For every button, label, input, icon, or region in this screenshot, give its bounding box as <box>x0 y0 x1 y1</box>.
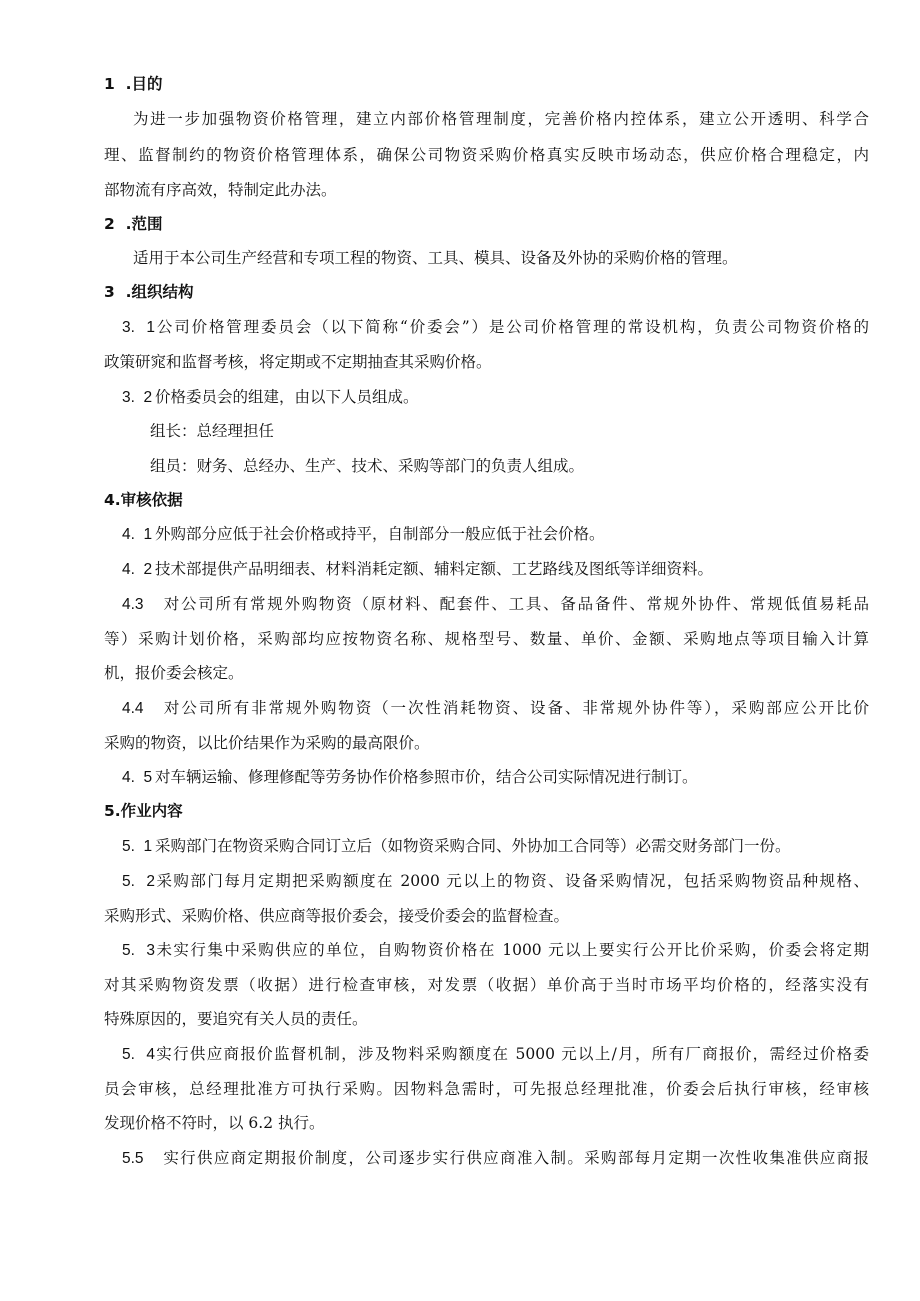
clause-text: 采购部门在物资采购合同订立后（如物资采购合同、外协加工合同等）必需交财务部门一份。 <box>155 837 791 855</box>
paragraph-line: 发现价格不符时，以 6.2 执行。 <box>104 1114 325 1132</box>
clause-number: 4.4 <box>122 700 144 717</box>
clause-text: 公司价格管理委员会（以下简称“价委会”）是公司价格管理的常设机构，负责公司物资价格的 <box>155 318 869 336</box>
clause-number: 4.3 <box>122 596 144 613</box>
paragraph-line: 等）采购计划价格，采购部均应按物资名称、规格型号、数量、单价、金额、采购地点等项目输入计算 <box>104 630 869 648</box>
clause-number: 5. 1 <box>122 838 153 855</box>
clause-text: 对公司所有非常规外购物资（一次性消耗物资、设备、非常规外协件等），采购部应公开比价 <box>162 699 869 717</box>
clause-4-3 <box>122 594 869 615</box>
clause-number: 5. 3 <box>122 942 155 959</box>
clause-text: 外购部分应低于社会价格或持平，自制部分一般应低于社会价格。 <box>155 525 605 543</box>
paragraph-line: 为进一步加强物资价格管理，建立内部价格管理制度，完善价格内控体系，建立公开透明、科学合 <box>133 110 869 128</box>
clause-text: 实行供应商报价监督机制，涉及物料采购额度在 5000 元以上/月，所有厂商报价，需经过价格委 <box>155 1045 869 1063</box>
clause-number: 4. 1 <box>122 526 153 543</box>
paragraph-line: 采购形式、采购价格、供应商等报价委会，接受价委会的监督检查。 <box>104 907 570 925</box>
clause-5-4 <box>122 1044 869 1065</box>
clause-4-5 <box>122 767 698 788</box>
paragraph-line: 员会审核，总经理批准方可执行采购。因物料急需时，可先报总经理批准，价委会后执行审核，经审核 <box>104 1080 869 1098</box>
clause-text: 对车辆运输、修理修配等劳务协作价格参照市价，结合公司实际情况进行制订。 <box>155 768 698 786</box>
paragraph-line: 适用于本公司生产经营和专项工程的物资、工具、模具、设备及外协的采购价格的管理。 <box>133 249 738 267</box>
clause-number: 5. 4 <box>122 1046 155 1063</box>
clause-text: 技术部提供产品明细表、材料消耗定额、辅料定额、工艺路线及图纸等详细资料。 <box>155 560 714 578</box>
clause-5-5 <box>122 1148 869 1169</box>
section-heading-scope: 2 .范围 <box>104 215 163 233</box>
section-heading-review-basis: 4.审核依据 <box>104 491 183 509</box>
clause-3-2 <box>122 387 419 408</box>
group-leader-line: 组长：总经理担任 <box>150 422 275 440</box>
clause-4-4 <box>122 698 869 719</box>
clause-number: 4. 5 <box>122 769 153 786</box>
clause-5-1 <box>122 836 791 857</box>
clause-text: 未实行集中采购供应的单位，自购物资价格在 1000 元以上要实行公开比价采购，价委会将定期 <box>155 941 869 959</box>
clause-number: 5.5 <box>122 1150 144 1167</box>
clause-number: 5. 2 <box>122 873 155 890</box>
clause-number: 3. 2 <box>122 389 153 406</box>
paragraph-line: 对其采购物资发票（收据）进行检查审核，对发票（收据）单价高于当时市场平均价格的，经落实没有 <box>104 976 869 994</box>
clause-4-1 <box>122 524 605 545</box>
clause-number: 3. 1 <box>122 319 155 336</box>
clause-3-1 <box>122 317 869 338</box>
clause-5-3 <box>122 940 869 961</box>
clause-4-2 <box>122 559 713 580</box>
clause-number: 4. 2 <box>122 561 153 578</box>
clause-text: 采购部门每月定期把采购额度在 2000 元以上的物资、设备采购情况，包括采购物资品种规格、 <box>155 872 869 890</box>
section-heading-work-content: 5.作业内容 <box>104 802 183 820</box>
paragraph-line: 政策研窕和监督考核，将定期或不定期抽查其采购价格。 <box>104 353 492 371</box>
paragraph-line: 部物流有序高效，特制定此办法。 <box>104 181 337 199</box>
clause-text: 对公司所有常规外购物资（原材料、配套件、工具、备品备件、常规外协件、常规低值易耗品 <box>162 595 869 613</box>
group-members-line: 组员：财务、总经办、生产、技术、采购等部门的负责人组成。 <box>150 457 585 475</box>
paragraph-line: 机，报价委会核定。 <box>104 664 244 682</box>
paragraph-line: 特殊原因的，要追究有关人员的责任。 <box>104 1010 368 1028</box>
section-heading-purpose: 1 .目的 <box>104 75 163 93</box>
clause-5-2 <box>122 871 869 892</box>
paragraph-line: 理、监督制约的物资价格管理体系，确保公司物资采购价格真实反映市场动态，供应价格合理稳定，内 <box>104 146 869 164</box>
clause-text: 实行供应商定期报价制度，公司逐步实行供应商准入制。采购部每月定期一次性收集准供应商报 <box>162 1149 869 1167</box>
section-heading-organization: 3 .组织结构 <box>104 283 194 301</box>
clause-text: 价格委员会的组建，由以下人员组成。 <box>155 388 419 406</box>
paragraph-line: 采购的物资，以比价结果作为采购的最高限价。 <box>104 734 430 752</box>
